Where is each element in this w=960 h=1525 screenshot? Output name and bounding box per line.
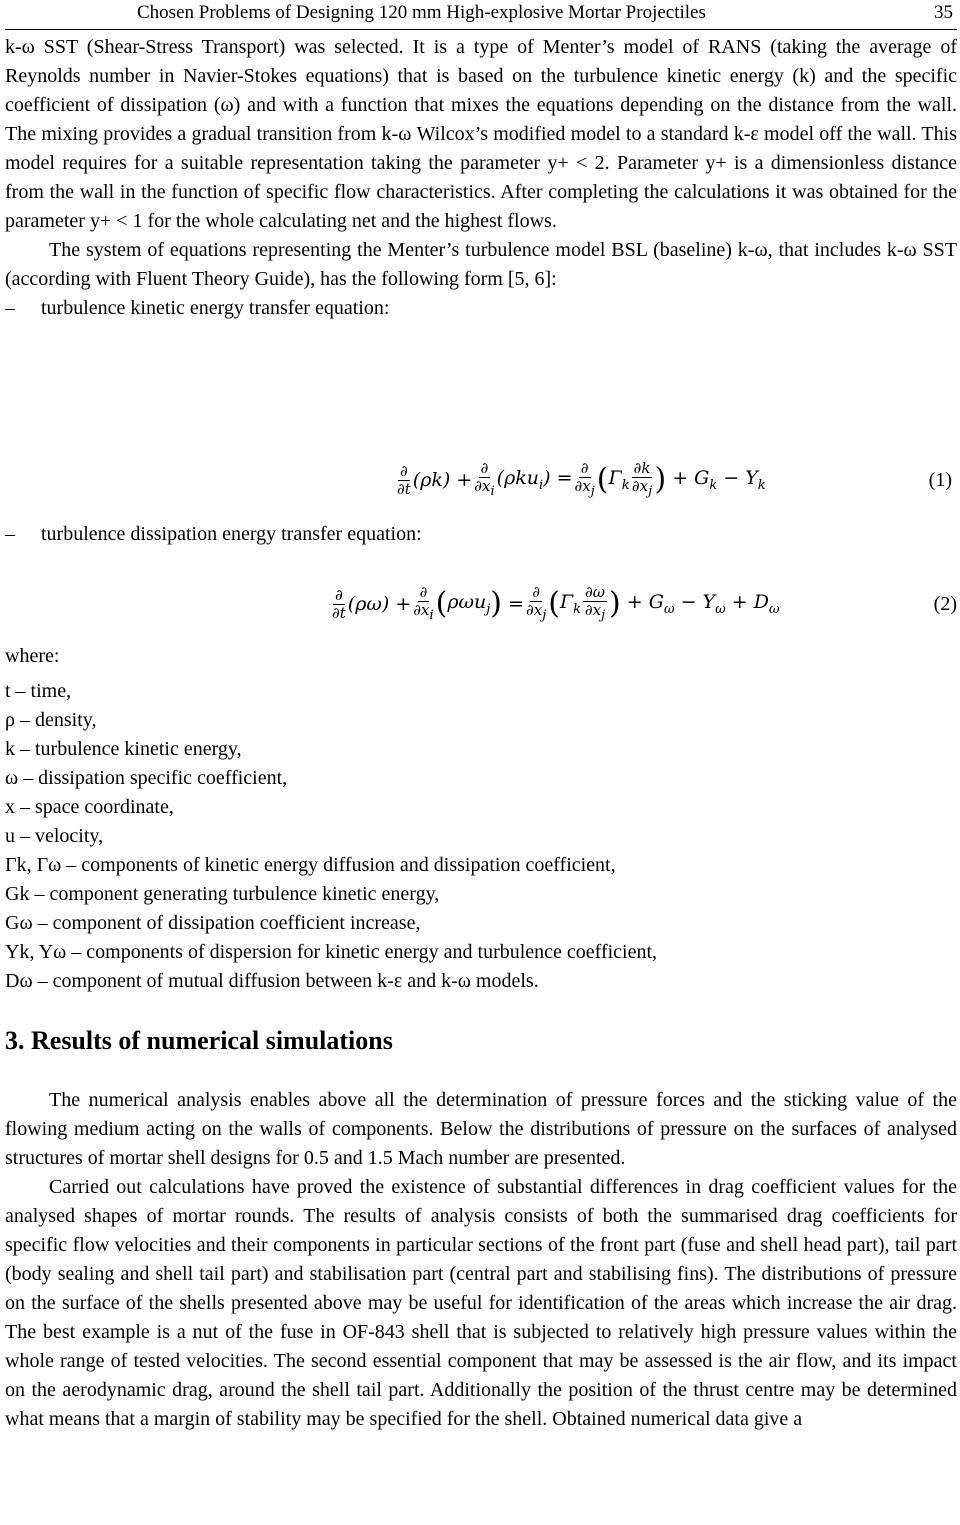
equation-2-number: (2) xyxy=(933,592,957,615)
header-title: Chosen Problems of Designing 120 mm High-explosive Mortar Projectiles xyxy=(137,2,706,23)
section-title: 3. Results of numerical simulations xyxy=(5,1026,393,1055)
definition-item: t – time, xyxy=(5,680,72,702)
definition-item: Gω – component of dissipation coefficient increase, xyxy=(5,912,421,934)
definitions-block xyxy=(5,642,957,996)
definition-item: k – turbulence kinetic energy, xyxy=(5,738,242,760)
page xyxy=(5,0,957,323)
definition-item: Dω – component of mutual diffusion between k-ε and k-ω models. xyxy=(5,970,539,992)
results-section xyxy=(5,1026,957,1434)
definition-item: u – velocity, xyxy=(5,825,104,847)
definition-item: ρ – density, xyxy=(5,709,97,731)
paragraph-results-1: The numerical analysis enables above all the determination of pressure forces and the sticking value of the flowing medium acting on the walls of components. Below the distributions of pressure on the surfaces of analysed structures of mortar shell designs for 0.5 and 1.5 Mach number are presented. xyxy=(5,1089,957,1169)
bullet-kinetic-text: turbulence kinetic energy transfer equation: xyxy=(41,297,390,319)
definition-item: Gk – component generating turbulence kinetic energy, xyxy=(5,883,440,905)
bullet-kinetic: – turbulence kinetic energy transfer equation: xyxy=(5,294,957,323)
definition-item: Yk, Yω – components of dispersion for kinetic energy and turbulence coefficient, xyxy=(5,941,658,963)
bullet-dissipation-text: turbulence dissipation energy transfer equation: xyxy=(41,523,422,545)
paragraph-system: The system of equations representing the Menter’s turbulence model BSL (baseline) k-ω, that includes k-ω SST (according with Fluent Theory Guide), has the following form [5, 6]: xyxy=(5,239,957,290)
definition-item: Γk, Γω – components of kinetic energy diffusion and dissipation coefficient, xyxy=(5,854,616,876)
running-header xyxy=(5,0,957,30)
definition-item: x – space coordinate, xyxy=(5,796,174,818)
paragraph-results-2: Carried out calculations have proved the existence of substantial differences in drag coefficient values for the analysed shapes of mortar rounds. The results of analysis consists of both the summarised drag coefficients for specific flow velocities and their components in particular sections of the front part (fuse and shell head part), tail part (body sealing and shell tail part) and stabilisation part (central part and stabilising fins). The distributions of pressure on the surface of the shells presented above may be useful for identification of the areas which increase the air drag. The best example is a nut of the fuse in OF-843 shell that is subjected to relatively high pressure values within the whole range of tested velocities. The second essential component that may be assessed is the air flow, and its impact on the aerodynamic drag, around the shell tail part. Additionally the position of the thrust centre may be determined what means that a margin of stability may be specified for the shell. Obtained numerical data give a xyxy=(5,1176,957,1430)
equation-2: $\frac{\partial}{\partial t}$ (ρω) + $\frac{\partial}{\partial x_i}$ ( ρωu$_j$ ) = $\frac{\partial}{\partial x_j}$ ( $\Gamma_k$ $\frac{\partial\omega}{\partial x_j}$ ) + $G_\omega - Y_\omega + D_\omega$ (2) xyxy=(332,583,957,623)
definition-item: ω – dissipation specific coefficient, xyxy=(5,767,288,789)
equation-1-number: (1) xyxy=(928,468,952,491)
page-number: 35 xyxy=(934,2,953,23)
paragraph-model: k-ω SST (Shear-Stress Transport) was selected. It is a type of Menter’s model of RANS (taking the average of Reynolds number in Navier-Stokes equations) that is based on the turbulence kinetic energy (k) and the specific coefficient of dissipation (ω) and with a function that mixes the equations depending on the distance from the wall. The mixing provides a gradual transition from k-ω Wilcox’s modified model to a standard k-ε model off the wall. This model requires for a suitable representation taking the parameter y+ < 2. Parameter y+ is a dimensionless distance from the wall in the function of specific flow characteristics. After completing the calculations it was obtained for the parameter y+ < 1 for the whole calculating net and the highest flows. xyxy=(5,36,957,232)
bullet-dissipation: – turbulence dissipation energy transfer equation: xyxy=(5,520,422,549)
equation-1: $\frac{\partial}{\partial t}$ (ρk) + $\frac{\partial}{\partial x_i}$ (ρku$_i$) = $\frac{\partial}{\partial x_j}$ ( $\Gamma_k$ $\frac{\partial k}{\partial x_j}$ ) + $G_k - Y_k$ (1) xyxy=(397,459,952,499)
where-label: where: xyxy=(5,645,60,667)
